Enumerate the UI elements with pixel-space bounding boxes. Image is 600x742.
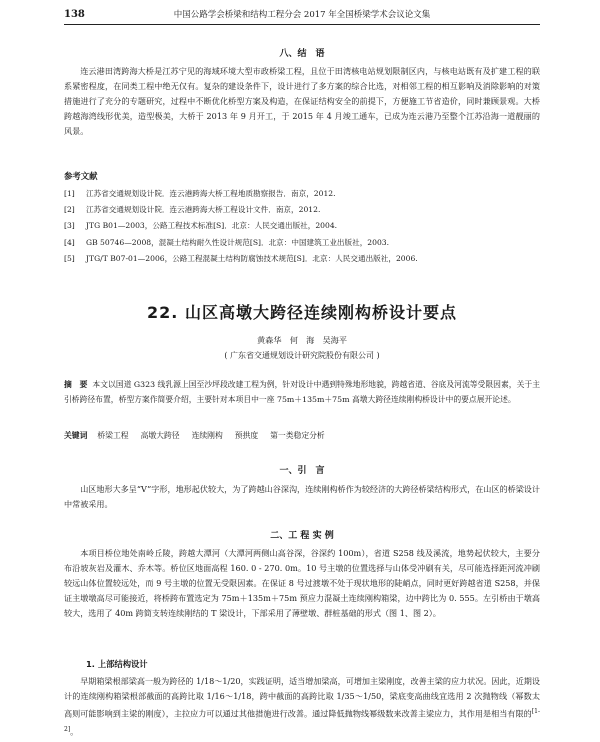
keywords-label: 关键词 xyxy=(64,431,88,440)
header-rule xyxy=(64,24,540,25)
reference-number: [3] xyxy=(64,221,75,231)
reference-list xyxy=(64,186,540,267)
intro-paragraph: 山区地形大多呈“V”字形，地形起伏较大，为了跨越山谷深沟，连续刚构桥作为较经济的大跨径桥梁结构形式，在山区的桥梁设计中常被采用。 xyxy=(64,484,540,509)
reference-text: 江苏省交通规划设计院．连云港跨海大桥工程地质勘察报告．南京，2012. xyxy=(86,189,336,198)
reference-item xyxy=(64,251,540,267)
article-affiliation: ( 广东省交通规划设计研究院股份有限公司 ) xyxy=(224,351,380,360)
abstract-text: 本文以国道 G323 线乳源上国至沙坪段改建工程为例，针对设计中遇到特殊地形地貌，跨越省道、谷底及河流等受限因素，关于主引桥跨径布置，桥型方案作简要介绍，主要针对本项目中一座 75m＋135m＋75m 高墩大跨径连续刚构桥设计中的要点展开论述。 xyxy=(64,380,541,404)
reference-number: [5] xyxy=(64,253,75,263)
keyword: 高墩大跨径 xyxy=(140,431,180,440)
upper-structure-heading: 1. 上部结构设计 xyxy=(86,659,148,669)
keyword: 第一类稳定分析 xyxy=(270,431,325,440)
conclusion-paragraph: 连云港田湾跨海大桥是江苏宁见的海域环境大型市政桥梁工程，且位于田湾核电站规划限制区内，与核电站既有及扩建工程的联系紧密程度，在同类工程中绝无仅有。复杂的建设条件下，设计进行了多方案的综合比选，对相邻工程的相互影响及消除影响的对策措施进行了充分的专题研究，过程中不断优化桥型方案及构造，在保证结构安全的前提下，方便施工节省造价，同时兼顾景观。大桥跨越海湾线形优美，造型极美，大桥于 2013 年 9 月开工，于 2015 年 4 月竣工通车，已成为连云港乃至整个江苏沿海一道靓丽的风景。 xyxy=(64,66,540,136)
reference-item xyxy=(64,218,540,234)
running-header xyxy=(64,8,540,22)
citation: [1-2] xyxy=(64,708,540,733)
sentence-end: 。 xyxy=(70,726,79,737)
article-authors: 黄森华 何 海 吴海平 xyxy=(256,335,348,345)
example-paragraph: 本项目桥位地处南岭丘陵，跨越大潭河（大潭河两侧山高谷深，谷深约 100m），省道 S258 线及溪流，地势起伏较大，主要分布沿坡灰岩及灌木、乔木等。桥位区地面高程 160. 0 - 270. 0m。10 号主墩的位置选择与山体受冲刷有关，尽可能选择距河流冲刷较远山体位置较远处，而 9 号主墩的位置无受限因素。在保证 8 号过渡墩不处于现状地形的陡峭点，同时更好跨越省道 S258，并保证主墩墩高尽可能接近，将桥跨布置选定为 75m＋135m＋75m 预应力混凝土连续刚构箱梁，边中跨比为 0. 555。左引桥由于墩高较大，选用了 40m 跨简支转连续刚结的 T 梁设计，下部采用了薄壁墩、群桩基础的形式（图 1、图 2）。 xyxy=(64,548,540,618)
page-number: 138 xyxy=(64,9,85,20)
abstract xyxy=(64,378,540,407)
reference-item xyxy=(64,235,540,251)
reference-text: JTG/T B07-01—2006，公路工程混凝土结构防腐蚀技术规范[S]．北京：人民交通出版社，2006. xyxy=(86,253,418,263)
example-heading: 二、工 程 实 例 xyxy=(270,531,334,541)
reference-text: 江苏省交通规划设计院．连云港跨海大桥工程设计文件．南京，2012. xyxy=(86,205,321,215)
abstract-label: 摘 要 xyxy=(64,380,88,389)
keyword: 预拱度 xyxy=(234,431,259,440)
keywords-line xyxy=(64,430,540,441)
keyword: 桥梁工程 xyxy=(97,431,129,440)
intro-heading: 一、引 言 xyxy=(279,466,325,476)
reference-item xyxy=(64,186,540,202)
running-title: 中国公路学会桥梁和结构工程分会 2017 年全国桥梁学术会议论文集 xyxy=(173,10,431,20)
keyword: 连续刚构 xyxy=(191,431,223,440)
upper-structure-paragraph xyxy=(64,674,540,739)
reference-text: GB 50746—2008，混凝土结构耐久性设计规范[S]．北京：中国建筑工业出版社，2003. xyxy=(86,237,390,247)
upper-structure-text: 早期箱梁根部梁高一般为跨径的 1/18～1/20，实践证明，适当增加梁高，可增加主梁刚度，改善主梁的应力状况。因此，近期设计的连续刚构箱梁根部截面的高跨比取 1/16～1/18，跨中截面的高跨比取 1/35～1/50，梁底变高曲线宜选用 2 次抛物线（幂数太高则可能影响到主梁的刚度），主拉应力可以通过其他措施进行改善。通过降低抛物线幂级数来改善主梁应力，其作用是相当有限的 xyxy=(64,676,540,719)
reference-text: JTG B01—2003，公路工程技术标准[S]．北京：人民交通出版社，2004. xyxy=(86,221,338,231)
reference-number: [2] xyxy=(64,205,75,215)
article-title: 22. 山区高墩大跨径连续刚构桥设计要点 xyxy=(147,303,457,322)
reference-number: [1] xyxy=(64,189,75,198)
conclusion-heading: 八、结 语 xyxy=(279,49,325,59)
reference-number: [4] xyxy=(64,237,75,247)
reference-item xyxy=(64,202,540,218)
references-heading: 参考文献 xyxy=(64,171,98,181)
